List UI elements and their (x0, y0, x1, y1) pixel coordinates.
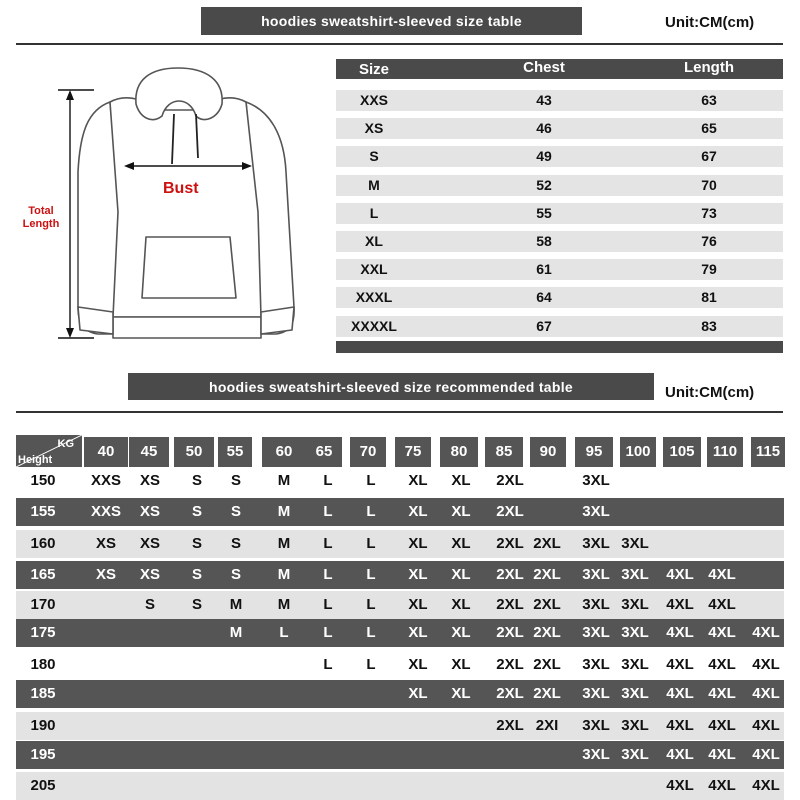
weight-header: 65 (306, 437, 342, 467)
size-cell: XXXXL (351, 317, 397, 334)
size-cell: XS (139, 566, 160, 583)
size-cell: S (191, 535, 202, 552)
size-cell: L (369, 204, 379, 221)
total-length-line1: Total (28, 205, 54, 217)
chest-cell: 61 (536, 261, 552, 278)
chest-cell: 58 (536, 233, 552, 249)
size-cell: XL (408, 472, 428, 489)
table-row (16, 741, 784, 769)
size-cell: 4XL (708, 566, 736, 583)
size-cell: 3XL (582, 472, 610, 489)
length-cell: 70 (701, 176, 717, 193)
total-length-label (18, 205, 64, 231)
size-cell: XL (451, 535, 471, 552)
size-cell: 3XL (621, 746, 649, 763)
height-cell: 155 (30, 503, 56, 520)
weight-header: 115 (751, 437, 785, 467)
height-cell: 190 (30, 717, 56, 734)
size-cell: XL (408, 535, 428, 552)
size-cell: 3XL (621, 596, 649, 613)
size-cell: M (277, 596, 291, 613)
length-cell: 73 (701, 204, 717, 221)
size-cell: L (366, 503, 376, 520)
weight-header: 55 (218, 437, 252, 467)
size-table-title: hoodies sweatshirt-sleeved size table (201, 7, 582, 35)
weight-header: 70 (350, 437, 386, 467)
size-cell: 3XL (621, 566, 649, 583)
size-cell: S (191, 566, 202, 583)
size-cell: 2XL (496, 624, 524, 641)
size-row (336, 316, 783, 337)
size-cell: XS (95, 566, 116, 583)
size-cell: S (230, 472, 241, 489)
size-cell: 3XL (582, 503, 610, 520)
chest-cell: 52 (536, 176, 552, 193)
size-row (336, 175, 783, 196)
size-cell: L (323, 472, 333, 489)
corner-kg: KG (57, 438, 74, 450)
size-cell: XL (451, 596, 471, 613)
weight-header: 105 (663, 437, 701, 467)
size-cell: 2XL (533, 596, 561, 613)
weight-header: 100 (620, 437, 656, 467)
size-cell: XL (451, 624, 471, 641)
size-cell: L (366, 472, 376, 489)
waistband (113, 317, 261, 338)
length-cell: 79 (701, 261, 717, 278)
size-cell: XL (408, 503, 428, 520)
table-row (16, 712, 784, 740)
size-cell: L (323, 596, 333, 613)
size-cell: 2XL (533, 566, 561, 583)
size-cell: 4XL (752, 717, 780, 734)
size-cell: XXS (90, 472, 121, 489)
size-row (336, 90, 783, 111)
size-cell: 2XL (533, 624, 561, 641)
chest-cell: 46 (536, 120, 552, 137)
height-cell: 180 (30, 656, 56, 673)
size-cell: 4XL (666, 566, 694, 583)
length-cell: 65 (701, 120, 717, 137)
size-cell: XS (95, 535, 116, 552)
size-cell: 4XL (666, 656, 694, 673)
chest-cell: 55 (536, 204, 552, 221)
size-cell: 4XL (666, 596, 694, 613)
size-cell: L (366, 535, 376, 552)
rec-table-corner (16, 435, 82, 467)
size-cell: L (323, 566, 333, 583)
height-cell: 205 (30, 777, 56, 794)
weight-header: 75 (395, 437, 431, 467)
length-cell: 76 (701, 233, 717, 249)
size-cell: 3XL (621, 535, 649, 552)
size-cell: 2XI (535, 717, 559, 734)
size-cell: 2XL (496, 685, 524, 702)
size-cell: 3XL (621, 717, 649, 734)
size-cell: 3XL (582, 566, 610, 583)
size-cell: 4XL (708, 717, 736, 734)
header-length: Length (684, 59, 734, 76)
size-cell: XL (451, 685, 471, 702)
weight-header: 90 (530, 437, 566, 467)
rec-table-title: hoodies sweatshirt-sleeved size recommended table (128, 373, 654, 400)
size-cell: 4XL (666, 624, 694, 641)
table-row (16, 498, 784, 526)
size-cell: M (229, 596, 243, 613)
size-row (336, 146, 783, 167)
size-cell: M (277, 535, 291, 552)
right-cuff (261, 307, 294, 334)
size-cell: L (366, 596, 376, 613)
chest-cell: 67 (536, 317, 552, 334)
size-cell: 2XL (496, 472, 524, 489)
size-cell: 4XL (752, 746, 780, 763)
size-cell: 2XL (496, 503, 524, 520)
height-cell: 195 (30, 746, 56, 763)
size-table-footer (336, 341, 783, 353)
size-cell: 4XL (752, 624, 780, 641)
size-cell: 4XL (666, 777, 694, 794)
size-row (336, 118, 783, 139)
size-cell: 4XL (752, 777, 780, 794)
size-cell: M (277, 503, 291, 520)
size-cell: 4XL (708, 596, 736, 613)
size-cell: 2XL (533, 656, 561, 673)
size-cell: XS (139, 503, 160, 520)
weight-header: 80 (440, 437, 478, 467)
size-cell: M (368, 176, 380, 193)
size-cell: 2XL (496, 656, 524, 673)
weight-header: 110 (707, 437, 743, 467)
size-cell: 2XL (496, 566, 524, 583)
size-cell: 3XL (582, 656, 610, 673)
size-cell: 4XL (708, 656, 736, 673)
size-cell: S (369, 148, 379, 165)
size-cell: L (323, 656, 333, 673)
size-cell: 3XL (582, 624, 610, 641)
size-cell: S (230, 566, 241, 583)
left-cuff (78, 307, 113, 334)
size-cell: 4XL (708, 624, 736, 641)
size-cell: L (366, 656, 376, 673)
size-cell: 4XL (752, 685, 780, 702)
kangaroo-pocket (142, 237, 236, 298)
size-table-unit: Unit:CM(cm) (665, 14, 755, 31)
height-cell: 150 (30, 472, 56, 489)
header-chest: Chest (523, 59, 565, 76)
size-cell: 2XL (496, 535, 524, 552)
size-cell: XL (408, 566, 428, 583)
size-cell: 4XL (708, 777, 736, 794)
length-cell: 83 (701, 317, 717, 334)
rec-table-unit: Unit:CM(cm) (665, 384, 755, 401)
size-cell: 3XL (582, 746, 610, 763)
size-cell: 4XL (666, 717, 694, 734)
size-cell: L (279, 624, 289, 641)
size-cell: S (230, 503, 241, 520)
weight-header: 95 (575, 437, 613, 467)
size-cell: XS (139, 472, 160, 489)
size-cell: XL (451, 503, 471, 520)
size-cell: 4XL (666, 685, 694, 702)
height-cell: 165 (30, 566, 56, 583)
header-size: Size (358, 61, 389, 78)
height-cell: 170 (30, 596, 56, 613)
size-cell: 4XL (708, 746, 736, 763)
weight-header: 50 (174, 437, 214, 467)
weight-header: 60 (262, 437, 306, 467)
size-cell: M (277, 472, 291, 489)
size-cell: XL (451, 566, 471, 583)
size-cell: 3XL (621, 624, 649, 641)
bottom-divider (16, 411, 783, 413)
table-row (16, 561, 784, 589)
size-cell: 4XL (666, 746, 694, 763)
table-row (16, 591, 784, 619)
size-cell: 3XL (582, 685, 610, 702)
size-cell: XXS (359, 92, 388, 108)
size-row (336, 231, 783, 252)
size-row (336, 259, 783, 280)
weight-header: 40 (84, 437, 128, 467)
size-cell: XL (451, 656, 471, 673)
size-row (336, 203, 783, 224)
size-cell: L (323, 535, 333, 552)
total-length-line2: Length (22, 218, 60, 230)
size-cell: L (323, 624, 333, 641)
size-cell: XS (139, 535, 160, 552)
size-cell: M (277, 566, 291, 583)
size-cell: XL (408, 685, 428, 702)
length-cell: 81 (701, 289, 717, 306)
size-cell: 2XL (496, 596, 524, 613)
length-cell: 67 (701, 148, 717, 165)
table-row (16, 530, 784, 558)
size-cell: L (323, 503, 333, 520)
size-cell: XL (408, 656, 428, 673)
chest-cell: 43 (536, 92, 552, 108)
top-divider (16, 43, 783, 45)
corner-height: Height (18, 454, 53, 466)
size-cell: S (230, 535, 241, 552)
size-cell: 2XL (533, 685, 561, 702)
table-row (16, 619, 784, 647)
height-cell: 175 (30, 624, 56, 641)
size-cell: 3XL (582, 535, 610, 552)
size-cell: S (191, 503, 202, 520)
weight-header: 85 (485, 437, 523, 467)
size-cell: M (229, 624, 243, 641)
size-cell: 3XL (621, 656, 649, 673)
weight-header: 45 (129, 437, 169, 467)
size-cell: L (366, 566, 376, 583)
chest-cell: 64 (536, 289, 552, 306)
size-row (336, 287, 783, 308)
height-cell: 160 (30, 535, 56, 552)
size-cell: 3XL (621, 685, 649, 702)
size-cell: XL (365, 233, 383, 249)
table-row (16, 467, 784, 495)
size-cell: 3XL (582, 596, 610, 613)
size-cell: XXS (90, 503, 121, 520)
length-cell: 63 (701, 92, 717, 108)
size-cell: 2XL (496, 717, 524, 734)
size-cell: L (366, 624, 376, 641)
size-cell: S (144, 596, 155, 613)
table-row (16, 651, 784, 679)
size-cell: 2XL (533, 535, 561, 552)
size-cell: XS (364, 120, 384, 137)
size-table-header (336, 59, 783, 79)
size-cell: XL (451, 472, 471, 489)
height-cell: 185 (30, 685, 56, 702)
size-cell: S (191, 472, 202, 489)
table-row (16, 680, 784, 708)
size-cell: 4XL (708, 685, 736, 702)
bust-label: Bust (163, 180, 199, 197)
size-cell: XXXL (355, 289, 393, 306)
size-cell: S (191, 596, 202, 613)
chest-cell: 49 (536, 148, 552, 165)
size-cell: 3XL (582, 717, 610, 734)
size-cell: 4XL (752, 656, 780, 673)
table-row (16, 772, 784, 800)
size-cell: XL (408, 596, 428, 613)
size-cell: XXL (360, 261, 388, 278)
size-cell: XL (408, 624, 428, 641)
